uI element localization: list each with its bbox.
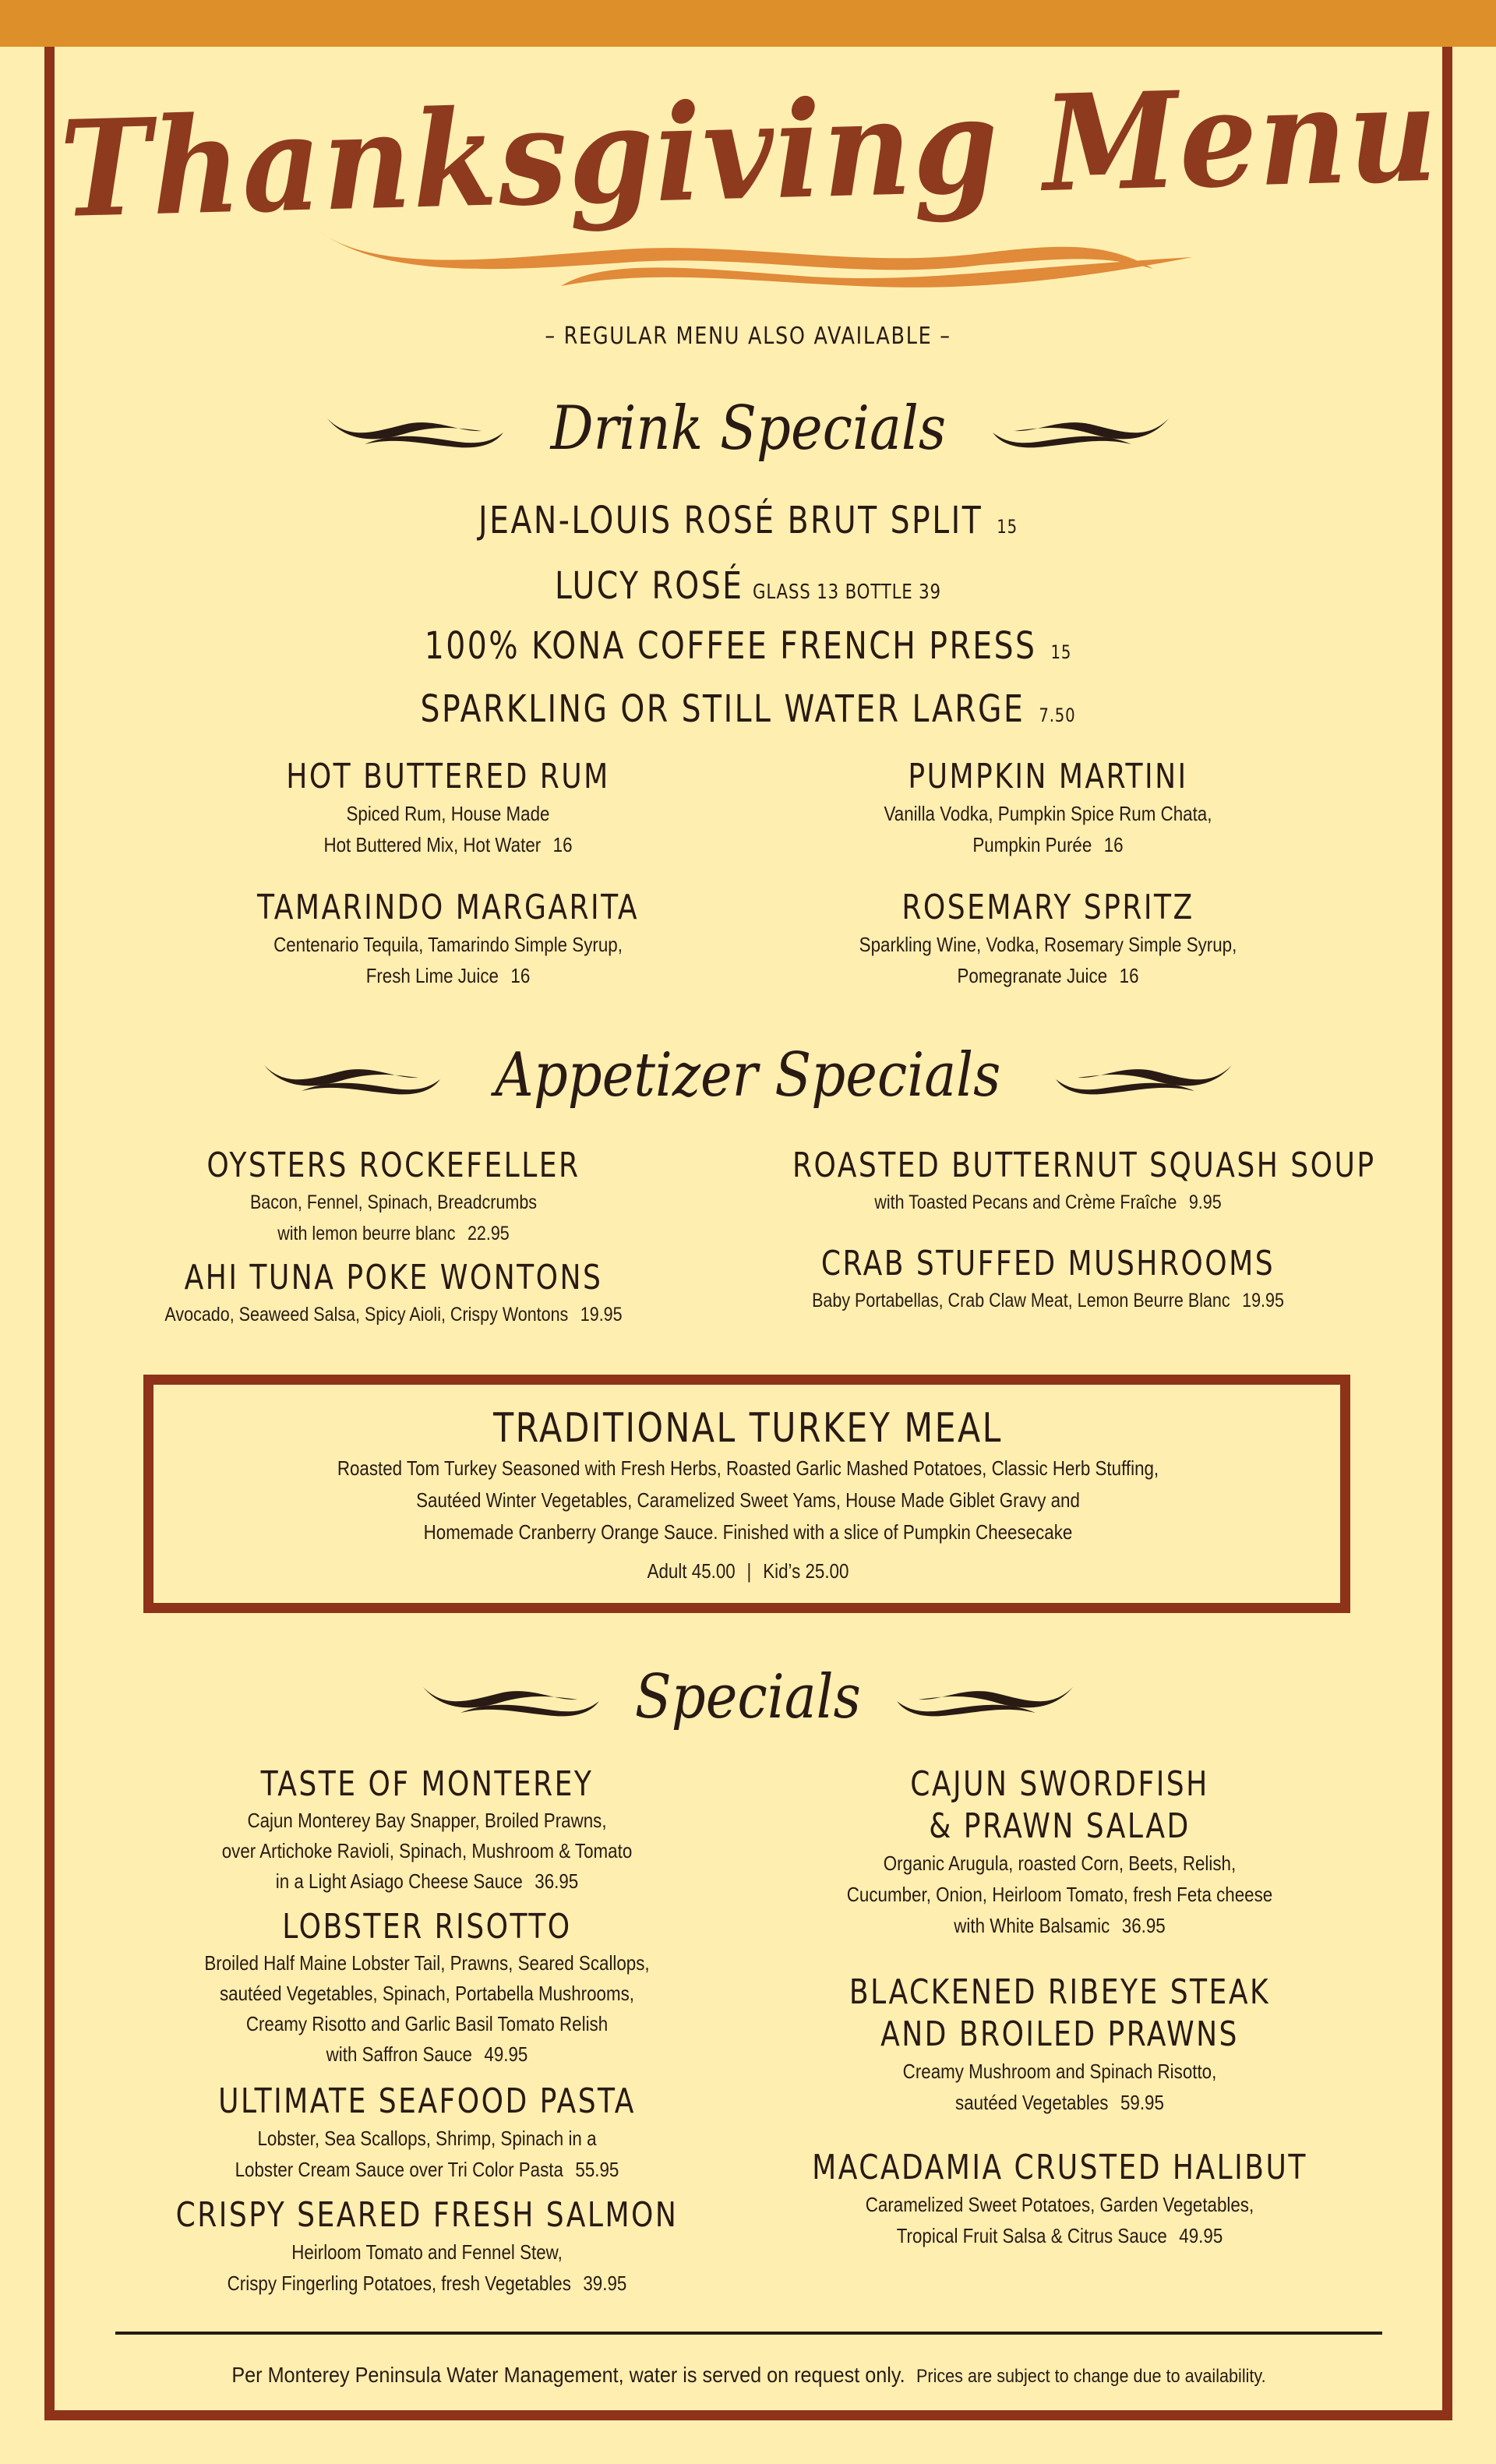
item-name: HOT BUTTERED RUM	[286, 757, 610, 796]
drink-name: 100% KONA COFFEE FRENCH PRESS	[424, 624, 1037, 668]
frame-border-bottom	[44, 2410, 1452, 2420]
menu-item-butternut-squash-soup	[736, 1145, 1376, 1218]
item-desc: with Saffron Sauce 49.95	[326, 2042, 528, 2066]
item-name: TAMARINDO MARGARITA	[257, 888, 639, 927]
item-price: 49.95	[1179, 2224, 1223, 2247]
flourish-left-icon	[263, 1056, 442, 1095]
kids-price: Kid’s 25.00	[763, 1559, 849, 1583]
drink-line	[135, 500, 1361, 548]
item-price: 59.95	[1120, 2091, 1164, 2114]
drink-price: 15	[1050, 641, 1072, 663]
item-name: OYSTERS ROCKEFELLER	[206, 1146, 580, 1185]
section-title: Appetizer Specials	[495, 1040, 1001, 1110]
item-desc: Baby Portabellas, Crab Claw Meat, Lemon Beurre Blanc 19.95	[812, 1290, 1284, 1311]
item-name: CRISPY SEARED FRESH SALMON	[175, 2195, 679, 2235]
featured-meal-desc: Sautéed Winter Vegetables, Caramelized Sweet Yams, House Made Giblet Gravy and	[416, 1488, 1080, 1512]
adult-price: Adult 45.00	[647, 1559, 736, 1583]
item-desc: Tropical Fruit Salsa & Citrus Sauce 49.95	[896, 2224, 1223, 2247]
price-note: Prices are subject to change due to availability.	[916, 2366, 1266, 2387]
top-accent-bar	[0, 0, 1496, 47]
item-price: 16	[552, 833, 573, 856]
item-name: PUMPKIN MARTINI	[908, 757, 1188, 796]
menu-item-crispy-seared-salmon	[115, 2194, 739, 2299]
item-price: 9.95	[1188, 1191, 1222, 1213]
drink-line	[135, 625, 1361, 673]
item-desc: Lobster Cream Sauce over Tri Color Pasta 55.95	[235, 2158, 619, 2181]
item-desc: Hot Buttered Mix, Hot Water 16	[323, 833, 573, 856]
item-desc: Spiced Rum, House Made	[346, 802, 550, 825]
section-heading-drinks	[0, 390, 1496, 468]
drink-price: 7.50	[1039, 704, 1076, 726]
menu-item-lobster-risotto	[115, 1906, 739, 2070]
item-desc: Heirloom Tomato and Fennel Stew,	[291, 2240, 563, 2264]
item-desc: Cucumber, Onion, Heirloom Tomato, fresh Feta cheese	[846, 1883, 1273, 1906]
menu-item-cajun-swordfish-salad	[748, 1763, 1371, 1941]
flourish-left-icon	[422, 1678, 601, 1717]
menu-item-rosemary-spritz	[736, 887, 1360, 991]
flourish-right-icon	[991, 409, 1170, 448]
featured-meal-desc: Homemade Cranberry Orange Sauce. Finished with a slice of Pumpkin Cheesecake	[423, 1520, 1073, 1544]
menu-item-ahi-tuna-poke-wontons	[82, 1257, 705, 1330]
menu-item-blackened-ribeye	[748, 1972, 1371, 2118]
water-note: Per Monterey Peninsula Water Management, water is served on request only.	[231, 2363, 905, 2387]
item-desc: Creamy Risotto and Garlic Basil Tomato Relish	[245, 2012, 609, 2035]
item-desc: in a Light Asiago Cheese Sauce 36.95	[275, 1869, 579, 1893]
menu-item-macadamia-halibut	[748, 2147, 1371, 2251]
item-name: LOBSTER RISOTTO	[282, 1907, 572, 1947]
item-desc: Organic Arugula, roasted Corn, Beets, Relish,	[883, 1852, 1237, 1875]
item-desc: with White Balsamic 36.95	[954, 1914, 1166, 1937]
item-desc: over Artichoke Ravioli, Spinach, Mushroom & Tomato	[221, 1839, 633, 1862]
item-desc: Lobster, Sea Scallops, Shrimp, Spinach in a	[257, 2127, 597, 2150]
item-desc: Vanilla Vodka, Pumpkin Spice Rum Chata,	[884, 802, 1212, 825]
drink-name: LUCY ROSÉ	[555, 564, 744, 608]
item-desc: Caramelized Sweet Potatoes, Garden Vegetables,	[865, 2193, 1254, 2216]
flourish-right-icon	[1054, 1056, 1233, 1095]
item-desc: sautéed Vegetables, Spinach, Portabella Mushrooms,	[219, 1982, 634, 2005]
item-desc: Centenario Tequila, Tamarindo Simple Syrup,	[273, 933, 623, 956]
featured-meal-title: TRADITIONAL TURKEY MEAL	[493, 1405, 1003, 1452]
section-heading-appetizers	[0, 1036, 1496, 1114]
item-price: 49.95	[484, 2042, 528, 2066]
item-desc: Creamy Mushroom and Spinach Risotto,	[902, 2060, 1217, 2083]
item-name: CAJUN SWORDFISH	[910, 1764, 1209, 1804]
footer-note	[178, 2360, 1318, 2392]
section-title: Drink Specials	[550, 394, 946, 464]
section-title: Specials	[634, 1662, 862, 1732]
item-desc: with lemon beurre blanc 22.95	[277, 1223, 510, 1244]
item-name: TASTE OF MONTEREY	[260, 1764, 594, 1804]
drink-line	[135, 565, 1361, 613]
item-desc: Cajun Monterey Bay Snapper, Broiled Prawns,	[247, 1809, 607, 1832]
item-price: 19.95	[580, 1304, 623, 1326]
item-desc: Crispy Fingerling Potatoes, fresh Vegetables 39.95	[227, 2272, 627, 2295]
menu-item-tamarindo-margarita	[136, 887, 760, 991]
item-price: 55.95	[575, 2158, 619, 2181]
flourish-left-icon	[326, 409, 505, 448]
item-price: 22.95	[467, 1223, 510, 1244]
drink-price: GLASS 13 BOTTLE 39	[752, 581, 941, 604]
item-name: CRAB STUFFED MUSHROOMS	[820, 1244, 1275, 1283]
item-name: BLACKENED RIBEYE STEAK	[849, 1972, 1271, 2012]
item-name: ROSEMARY SPRITZ	[901, 888, 1194, 927]
flourish-right-icon	[895, 1678, 1074, 1717]
drink-name: SPARKLING OR STILL WATER LARGE	[420, 687, 1025, 731]
item-desc: Broiled Half Maine Lobster Tail, Prawns, Seared Scallops,	[204, 1951, 650, 1975]
featured-meal-prices	[104, 1555, 1391, 1587]
item-name: MACADAMIA CRUSTED HALIBUT	[812, 2148, 1307, 2187]
item-price: 16	[1119, 964, 1139, 987]
item-desc: Sparkling Wine, Vodka, Rosemary Simple Syrup,	[859, 933, 1237, 956]
page-title: Thanksgiving Menu	[58, 55, 1441, 249]
item-price: 36.95	[535, 1869, 579, 1893]
regular-menu-note: – REGULAR MENU ALSO AVAILABLE –	[545, 323, 951, 350]
item-desc: Pomegranate Juice 16	[957, 964, 1139, 987]
section-heading-specials	[0, 1658, 1496, 1736]
item-name: & PRAWN SALAD	[929, 1806, 1191, 1846]
item-desc: sautéed Vegetables 59.95	[955, 2091, 1164, 2114]
item-price: 16	[1103, 833, 1124, 856]
item-desc: Fresh Lime Juice 16	[365, 964, 531, 987]
price-separator: |	[746, 1559, 752, 1583]
drink-line	[135, 688, 1361, 736]
item-name: ROASTED BUTTERNUT SQUASH SOUP	[792, 1146, 1376, 1185]
item-desc: Bacon, Fennel, Spinach, Breadcrumbs	[249, 1191, 538, 1213]
menu-item-oysters-rockefeller	[82, 1145, 705, 1249]
swoosh-underline-icon	[312, 222, 1192, 288]
menu-item-taste-of-monterey	[115, 1763, 739, 1897]
featured-meal-desc: Roasted Tom Turkey Seasoned with Fresh Herbs, Roasted Garlic Mashed Potatoes, Classic Herb Stuffing,	[337, 1456, 1159, 1480]
item-name: ULTIMATE SEAFOOD PASTA	[218, 2081, 636, 2121]
item-price: 16	[510, 964, 531, 987]
item-price: 36.95	[1121, 1914, 1166, 1937]
item-price: 39.95	[583, 2272, 627, 2295]
menu-item-hot-buttered-rum	[136, 756, 760, 860]
item-desc: Pumpkin Purée 16	[972, 833, 1124, 856]
item-name: AND BROILED PRAWNS	[880, 2014, 1239, 2054]
drink-price: 15	[997, 516, 1018, 538]
item-price: 19.95	[1242, 1290, 1284, 1311]
item-desc: with Toasted Pecans and Crème Fraîche 9.95	[874, 1191, 1222, 1213]
drink-name: JEAN-LOUIS ROSÉ BRUT SPLIT	[478, 499, 983, 542]
menu-item-crab-stuffed-mushrooms	[736, 1243, 1360, 1316]
menu-item-pumpkin-martini	[736, 756, 1360, 860]
menu-item-ultimate-seafood-pasta	[115, 2081, 739, 2185]
footer-divider	[115, 2332, 1382, 2335]
item-name: AHI TUNA POKE WONTONS	[184, 1258, 603, 1297]
item-desc: Avocado, Seaweed Salsa, Spicy Aioli, Crispy Wontons 19.95	[164, 1304, 623, 1326]
